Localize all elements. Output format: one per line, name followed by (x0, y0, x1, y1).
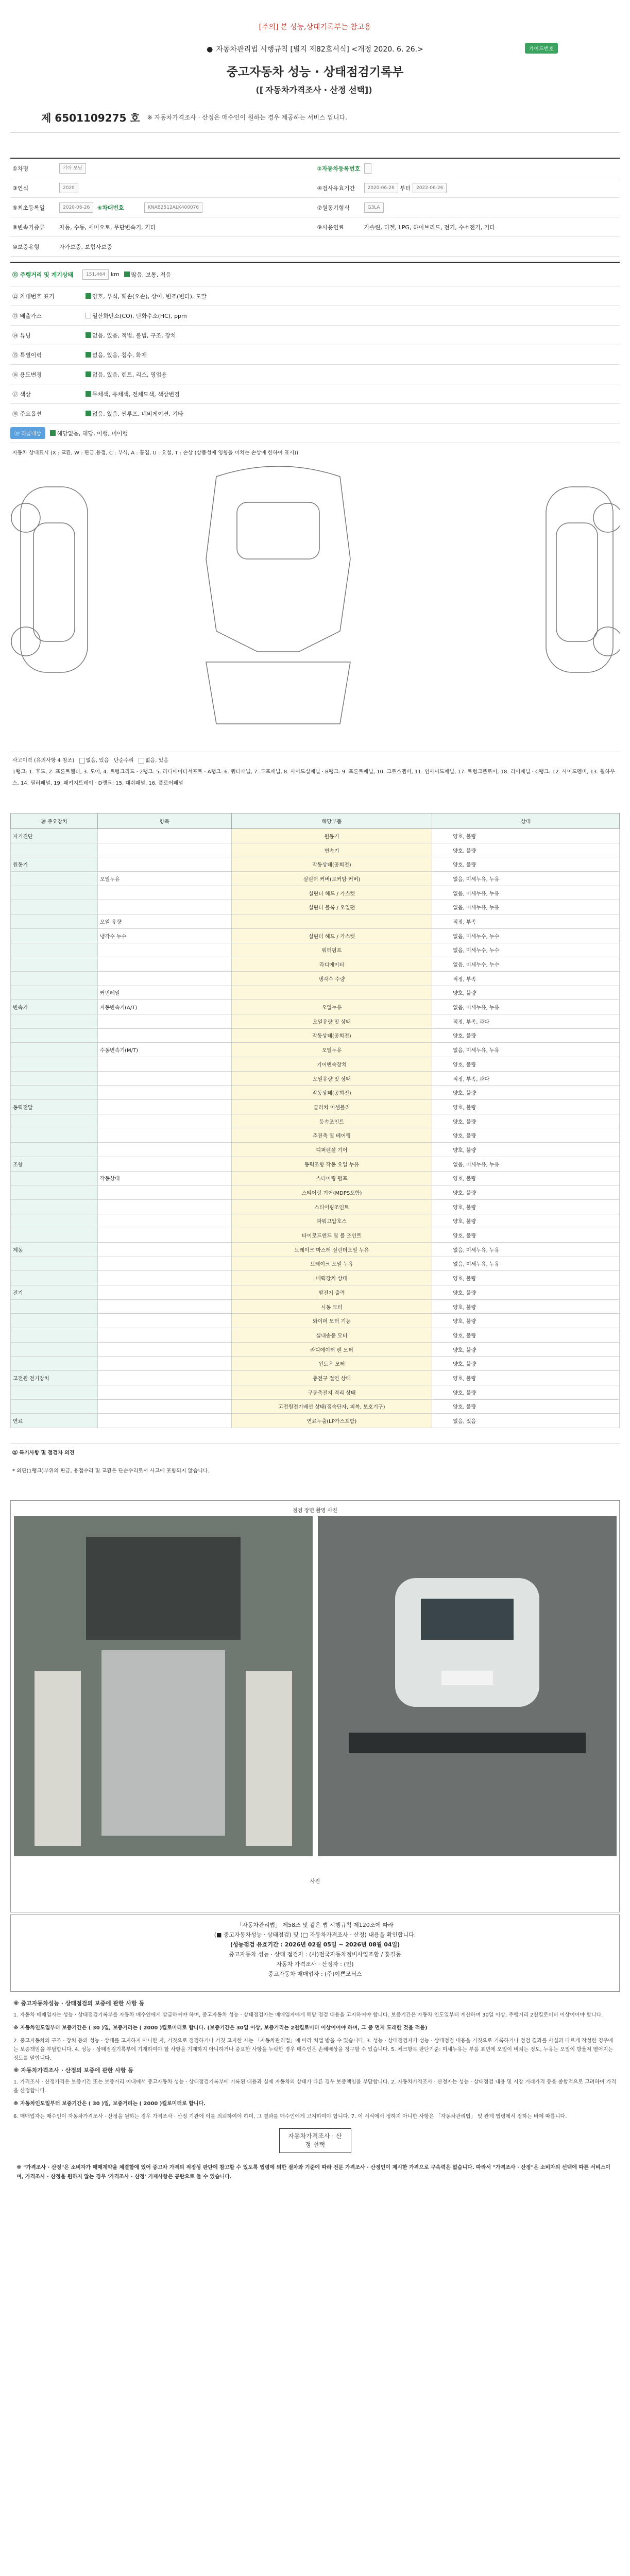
table-row: 연료 연료누출(LP가스포함) 없음, 있음 (11, 1414, 620, 1428)
table-row: 냉각수 수량 적정, 부족 (11, 971, 620, 986)
table-row: 변속기 자동변속기(A/T) 오일누유 없음, 미세누유, 누유 (11, 1000, 620, 1014)
table-row: 라디에이터 없음, 미세누수, 누수 (11, 957, 620, 972)
photo-section: 점검 장면 촬영 사진 사진 (10, 1500, 620, 1912)
table-row: 실린더 헤드 / 가스켓 없음, 미세누유, 누유 (11, 886, 620, 900)
special-notes: ㉑ 특기사항 및 점검자 의견 * 외판(1랭크)부위의 판금, 용접수리 및 교환은 단순수리로서 사고에 포함되지 않습니다. (10, 1444, 620, 1495)
doc-note: ※ 자동차가격조사 · 산정은 매수인이 원하는 경우 제공하는 서비스 입니다. (147, 114, 347, 121)
table-row: 배력장치 상태 양호, 불량 (11, 1271, 620, 1285)
table-row: 조향 동력조향 작동 오일 누유 없음, 미세누유, 누유 (11, 1157, 620, 1171)
table-row: 추진축 및 베어링 양호, 불량 (11, 1128, 620, 1143)
page-title: 중고자동차 성능 · 상태점검기록부 (226, 65, 404, 79)
check-fields: ⑪ 주행거리 및 계기상태 151,464 km 많음, 보통, 적음 ⑫ 차대번호 표기 양호, 부식, 훼손(오손), 상이, 변조(변타), 도말 ⑬ 배출가스 일산화탄소(CO), 탄화수소(HC), ppm ⑭ 튜닝 없음, 있음, 적법, 불법, 구조, 장치 ⑮ 특별이력 없음, 있음, 침수, 화재 ⑯ 용도변경 없음, 있음, 렌트, 리스, 영업용 ⑰ 색상 무채색, 유채색, 전체도색, 색상변경 ⑱ 주요옵션 없음, 있음, 썬루프, 네비게이션, 기타 ⑲ 리콜대상 해당없음, 해당, 이행, 미이행 (10, 262, 620, 443)
table-row: 오일유량 및 상태 적정, 부족, 과다 (11, 1071, 620, 1086)
table-row: 제동 브레이크 마스터 실린더오일 누유 없음, 미세누유, 누유 (11, 1242, 620, 1257)
accident-section: 사고이력 (유의사항 4 참조) 없음, 있음 단순수리 없음, 있음 1랭크: 1. 후드, 2. 프론트휀더, 3. 도어, 4. 트렁크리드 · 2랭크: 5. 라디에이터서포트 · A랭크: 6. 쿼터패널, 7. 루프패널, 8. 사이드실패널 · B랭크: 9. 프론트패널, 10. 크로스멤버, 11. 인사이드패널, 17. 트렁크플로어, 18. 리어패널 · C랭크: 12. 사이드멤버, 13. 휠하우스, 14. 필러패널, 19. 패키지트레이 · D랭크: 15. 대쉬패널, 16. 플로어패널 (10, 752, 620, 792)
table-row: 기어변속장치 양호, 불량 (11, 1057, 620, 1072)
detail-table: ⑳ 주요장치 항목 해당부품 상태 자기진단 원동기 양호, 불량 변속기 양호, 불량 원동기 작동상태(공회전) 양호, 불량 오일누유 실린더 커버(로커암 커버) 없음, 미세누유, 누유 실린더 헤드 / 가스켓 없음, 미세누유, 누유 실린더 블록 / 오일팬 없음, 미세누유, 누유 오일 유량 적정, 부족 냉각수 누수 실린더 헤드 / 가스켓 없음, 미세누수, 누수 워터펌프 없음, 미세누수, 누수 라디에이터 없음, 미세누수, 누수 냉각수 수량 적정, 부족 커먼레일 양호, 불량 변속기 자동변속기(A/T) 오일누유 없음, 미세누유, 누유 오일유량 및 상태 적정, 부족, 과다 작동상태(공회전) 양호, 불량 수동변속기(M/T) 오일누유 없음, 미세누유, 누유 기어변속장치 양호, 불량 오일유량 및 상태 적정, 부족, 과다 작동상태(공회전) 양호, 불량 동력전달 클러치 어셈블리 양호, 불량 등속조인트 양호, 불량 추진축 및 베어링 양호, 불량 디퍼렌셜 기어 양호, 불량 조향 동력조향 작동 오일 누유 없음, 미세누유, 누유 작동상태 스티어링 펌프 양호, 불량 스티어링 기어(MDPS포함) 양호, 불량 스티어링조인트 양호, 불량 파워고압호스 양호, 불량 타이로드엔드 및 볼 조인트 양호, 불량 제동 브레이크 마스터 실린더오일 누유 없음, 미세누유, 누유 브레이크 오일 누유 없음, 미세누유, 누유 배력장치 상태 양호, 불량 전기 발전기 출력 양호, 불량 시동 모터 양호, 불량 와이퍼 모터 기능 양호, 불량 실내송풍 모터 양호, 불량 라디에이터 팬 모터 양호, 불량 윈도우 모터 양호, 불량 고전원 전기장치 충전구 절연 상태 양호, 불량 구동축전지 격리 상태 양호, 불량 고전원전기배선 상태(접속단자, 피복, 보호기구) 양호, 불량 연료 연료누출(LP가스포함) 없음, 있음 (10, 813, 620, 1428)
table-row: 윈도우 모터 양호, 불량 (11, 1357, 620, 1371)
table-row: 파워고압호스 양호, 불량 (11, 1214, 620, 1228)
frame-items: 1랭크: 1. 후드, 2. 프론트휀더, 3. 도어, 4. 트렁크리드 · 2랭크: 5. 라디에이터서포트 · A랭크: 6. 쿼터패널, 7. 루프패널, 8. 사이드실패널 · B랭크: 9. 프론트패널, 10. 크로스멤버, 11. 인사이드패널, 17. 트렁크플로어, 18. 리어패널 · C랭크: 12. 사이드멤버, 13. 휠하우스, 14. 필러패널, 19. 패키지트레이 · D랭크: 15. 대쉬패널, 16. 플로어패널 (12, 769, 615, 786)
table-row: 오일누유 실린더 커버(로커암 커버) 없음, 미세누유, 누유 (11, 872, 620, 886)
table-row: 작동상태 스티어링 펌프 양호, 불량 (11, 1171, 620, 1185)
basic-info: ①차명 기아 모닝 ②자동차등록번호 ③연식 2020 ④검사유효기간 2020-06-26 부터 2022-06-26 ⑤최초등록일 2020-06-26 ⑥차대번호 KNAB2512ALK400076 ⑦원동기형식 G3LA ⑧변속기종류 자동, 수동, 세미오토, 무단변속기, 기타 ⑨사용연료 가솔린, 디젤, LPG, 하이브리드, 전기, 수소전기, 기타 ⑩보증유형 자가보증, 보험사보증 (10, 158, 620, 257)
legal-notes: ※ 중고자동차성능 · 상태점검의 보증에 관한 사항 등 1. 자동차 매매업자는 성능 · 상태점검기록부를 자동차 매수인에게 발급하여야 하며, 중고자동차 성능 · 상태점검자는 매매업자에게 해당 점검 내용을 고지하여야 합니다. 보증기간은 자동차 인도일부터 계산하며 30일 이상, 주행거리 2천킬로미터 이상이어야 합니다. ※ 자동차인도일부터 보증기간은 ( 30 )일, 보증거리는 ( 2000 )킬로미터로 합니다. (보증기간은 30일 이상, 보증거리는 2천킬로미터 이상이어야 하며, 그 중 먼저 도래한 것을 적용) 2. 중고자동차의 구조 · 장치 등의 성능 · 상태를 고지하지 아니한 자, 거짓으로 점검하거나 거짓 고지한 자는 「자동차관리법」에 따라 처벌 받을 수 있습니다. 3. 성능 · 상태점검자가 성능 · 상태점검 내용을 거짓으로 기록하거나 점검 결과를 사실과 다르게 작성한 경우에는 보증책임을 부담합니다. 4. 성능 · 상태점검기록부에 기재하여야 할 사항을 기재하지 아니하거나 중요한 사항을 누락한 경우 매수인은 손해배상을 청구할 수 있습니다. 5. 체크항목 판단기준: 미세누유는 부품 표면에 오일이 비치는 정도, 누유는 오일이 방울져 떨어지는 정도를 말합니다. ※ 자동차가격조사 · 산정의 보증에 관한 사항 등 1. 가격조사 · 산정가격은 보증기간 또는 보증거리 이내에서 중고자동차 성능 · 상태점검기록부에 기록된 내용과 실제 자동차의 상태가 다른 경우 보증책임을 부담합니다. 2. 자동차가격조사 · 산정자는 성능 · 상태점검 내용 및 시장 거래가격 등을 종합적으로 고려하여 가격을 산정합니다. ※ 자동차인도일부터 보증기간은 ( 30 )일, 보증거리는 ( 2000 )킬로미터로 합니다. 6. 매매업자는 매수인이 자동차가격조사 · 산정을 원하는 경우 가격조사 · 산정 기관에 이를 의뢰하여야 하며, 그 결과를 매수인에게 고지하여야 합니다. 7. 이 서식에서 정하지 아니한 사항은 「자동차관리법」 및 관계 법령에서 정하는 바에 따릅니다. 자동차가격조사 · 산정 선택 ※ "가격조사 · 산정"은 소비자가 매매계약을 체결함에 있어 중고차 가격의 적정성 판단에 참고할 수 있도록 법령에 의한 절차와 기준에 따라 전문 가격조사 · 산정인이 제시한 가격으로 구속력은 없습니다. 따라서 "가격조사 · 산정"은 소비자의 선택에 따른 서비스이며, 가격조사 · 산정을 원하지 않는 경우 '가격조사 · 산정' 기재사항은 공란으로 둘 수 있습니다. (10, 1992, 620, 2569)
notice-text: [주의] 본 성능,상태기록부는 참고용 (259, 23, 371, 31)
price-select-button[interactable]: 자동차가격조사 · 산정 선택 (279, 2128, 351, 2153)
law-reference: 자동차관리법 시행규칙 [별지 제82호서식] <개정 2020. 6. 26.> (216, 45, 423, 54)
table-row: 워터펌프 없음, 미세누수, 누수 (11, 943, 620, 957)
doc-number: 제 6501109275 호 (41, 112, 140, 124)
table-row: 자기진단 원동기 양호, 불량 (11, 829, 620, 843)
table-row: 오일유량 및 상태 적정, 부족, 과다 (11, 1014, 620, 1028)
car-diagram: 자동차 상태표시 (X : 교환, W : 판금,용접, C : 부식, A : 흠집, U : 요철, T : 손상 (상품성에 영향을 미치는 손상에 한하여 표시)) (10, 443, 620, 752)
table-row: 디퍼렌셜 기어 양호, 불량 (11, 1143, 620, 1157)
inspection-photo-right (318, 1516, 617, 1856)
signature-section: 「자동차관리법」 제58조 및 같은 법 시행규칙 제120조에 따라 (■ 중고자동차성능 · 상태점검) 및 (□ 자동차가격조사 · 산정) 내용을 확인합니다. (성능점검 유효기간 : 2026년 02월 05일 ~ 2026년 08월 04일) 중고자동차 성능 · 상태 점검자 : (사)전국자동차정비사업조합 / 홍길동 자동차 가격조사 · 산정자 : (인) 중고자동차 매매업자 : (주)이쁜모터스 (10, 1914, 620, 1992)
table-row: 오일 유량 적정, 부족 (11, 914, 620, 929)
table-row: 구동축전지 격리 상태 양호, 불량 (11, 1385, 620, 1399)
table-row: 타이로드엔드 및 볼 조인트 양호, 불량 (11, 1228, 620, 1243)
table-row: 수동변속기(M/T) 오일누유 없음, 미세누유, 누유 (11, 1043, 620, 1057)
odometer-field[interactable]: 151,464 (82, 269, 109, 280)
table-row: 실내송풍 모터 양호, 불량 (11, 1328, 620, 1343)
table-row: 커먼레일 양호, 불량 (11, 986, 620, 1000)
table-row: 스티어링조인트 양호, 불량 (11, 1199, 620, 1214)
table-row: 작동상태(공회전) 양호, 불량 (11, 1028, 620, 1043)
guide-tag: 가이드번호 (525, 43, 558, 54)
table-row: 동력전달 클러치 어셈블리 양호, 불량 (11, 1100, 620, 1114)
table-row: 전기 발전기 출력 양호, 불량 (11, 1285, 620, 1300)
plate-field[interactable] (364, 163, 371, 174)
table-row: 시동 모터 양호, 불량 (11, 1299, 620, 1314)
table-row: 작동상태(공회전) 양호, 불량 (11, 1086, 620, 1100)
table-row: 스티어링 기어(MDPS포함) 양호, 불량 (11, 1185, 620, 1200)
table-row: 원동기 작동상태(공회전) 양호, 불량 (11, 857, 620, 872)
subtitle: 자동차가격조사 · 산정 선택 (265, 85, 365, 95)
table-row: 브레이크 오일 누유 없음, 미세누유, 누유 (11, 1257, 620, 1271)
table-row: 변속기 양호, 불량 (11, 843, 620, 857)
car-name-field[interactable]: 기아 모닝 (59, 163, 86, 174)
table-row: 냉각수 누수 실린더 헤드 / 가스켓 없음, 미세누수, 누수 (11, 928, 620, 943)
table-row: 등속조인트 양호, 불량 (11, 1114, 620, 1128)
table-row: 고전원 전기장치 충전구 절연 상태 양호, 불량 (11, 1371, 620, 1385)
table-row: 라디에이터 팬 모터 양호, 불량 (11, 1342, 620, 1357)
table-row: 실린더 블록 / 오일팬 없음, 미세누유, 누유 (11, 900, 620, 914)
recall-badge: ⑲ 리콜대상 (10, 427, 45, 439)
table-row: 와이퍼 모터 기능 양호, 불량 (11, 1314, 620, 1328)
car-outline-illustration (10, 456, 620, 744)
table-row: 고전원전기배선 상태(접속단자, 피복, 보호기구) 양호, 불량 (11, 1399, 620, 1414)
footer-note: ※ "가격조사 · 산정"은 소비자가 매매계약을 체결함에 있어 중고차 가격의 적정성 판단에 참고할 수 있도록 법령에 의한 절차와 기준에 따라 전문 가격조사 · 산정인이 제시한 가격으로 구속력은 없습니다. 따라서 "가격조사 · 산정"은 소비자의 선택에 따른 서비스이며, 가격조사 · 산정을 원하지 않는 경우 '가격조사 · 산정' 기재사항은 공란으로 둘 수 있습니다. (16, 2164, 610, 2180)
year-field[interactable]: 2020 (59, 183, 78, 193)
inspection-photo-left (14, 1516, 313, 1856)
